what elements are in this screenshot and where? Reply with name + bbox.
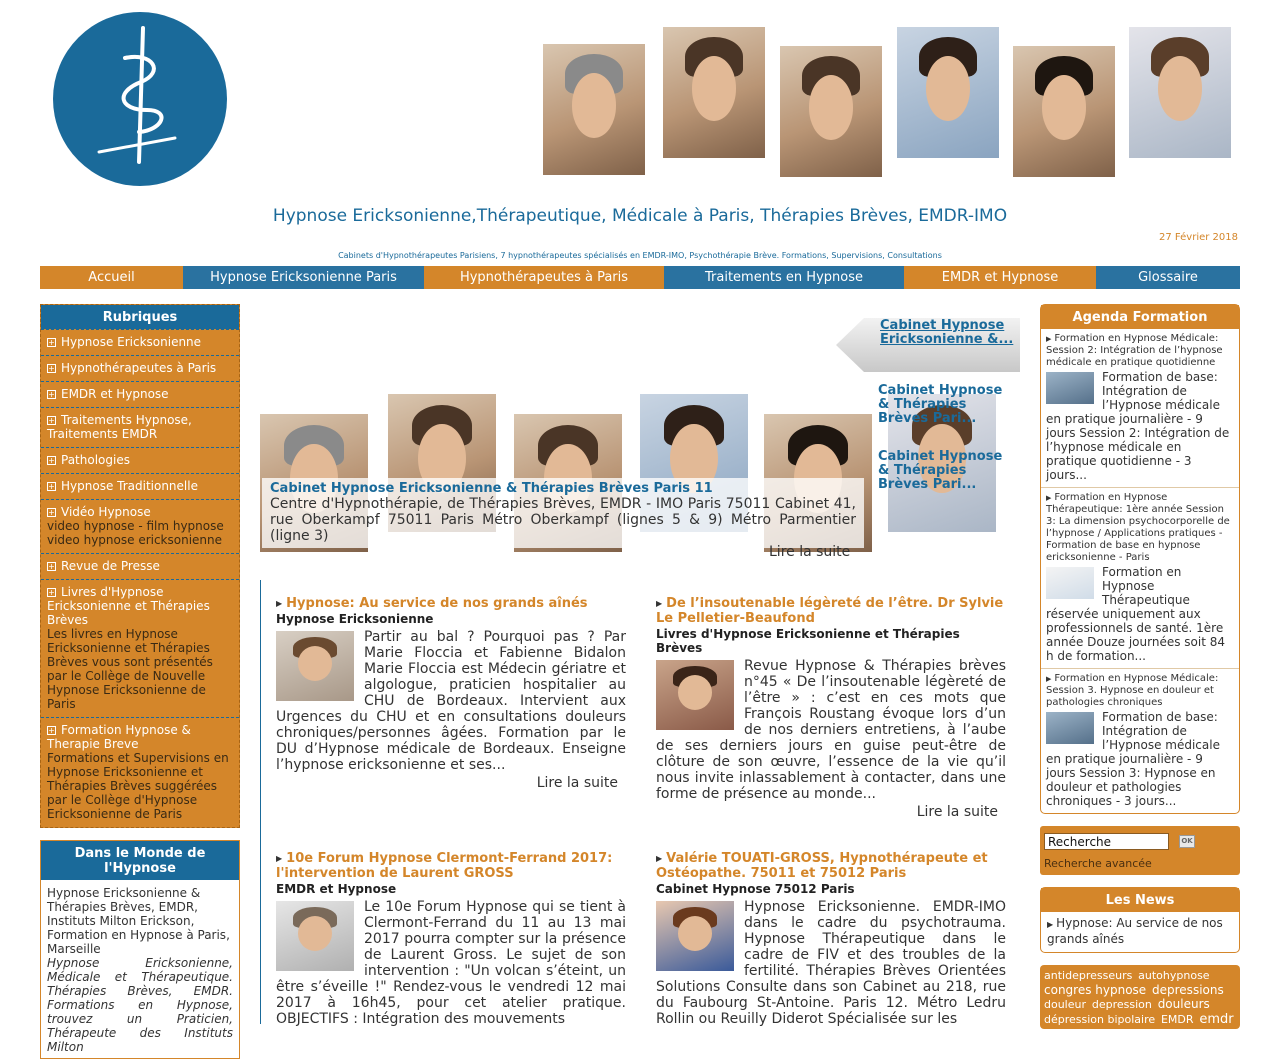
article-excerpt: Revue Hypnose & Thérapies brèves n°45 « De l’insoutenable légèreté de l’être » : c’est en ces mots que François Roustang évoque lors d’un de nos derniers entretiens, à l’aube de ses derniers jours en guise peut-être de clôture de son œuvre, l’essence de la vie qu’il nous invite inlassablement à contacter, dans une forme de présence au monde... bbox=[656, 658, 1006, 802]
agenda-item-body bbox=[1046, 565, 1234, 663]
advanced-search-link[interactable]: Recherche avancée bbox=[1044, 857, 1152, 870]
tag-link[interactable]: emdr bbox=[1199, 1012, 1234, 1027]
slider-tab-active[interactable] bbox=[836, 318, 1020, 372]
plus-icon: + bbox=[48, 390, 55, 399]
agenda-item-text: Formation de base: Intégration de l’Hypnose médicale en pratique journalière - 9 jours Session 2: Intégration de l’hypnose médicale en pratique quotidienne - 3 jours... bbox=[1046, 370, 1230, 482]
agenda-item-body bbox=[1046, 370, 1234, 482]
news-title: Les News bbox=[1041, 888, 1239, 912]
rubrique-label[interactable]: Traitements Hypnose, Traitements EMDR bbox=[47, 413, 192, 441]
nav-hypnose-ericksonienne-paris[interactable]: Hypnose Ericksonienne Paris bbox=[183, 266, 424, 289]
article-category[interactable]: Hypnose Ericksonienne bbox=[276, 612, 434, 626]
monde-hypnose-box bbox=[40, 840, 240, 1059]
agenda-item-title[interactable]: Formation en Hypnose Médicale: Session 2: Intégration de l’hypnose médicale en pratique quotidienne bbox=[1046, 333, 1223, 368]
monde-italic-text[interactable]: Hypnose Ericksonienne, Médicale et Thérapeutique. Thérapies Brèves, EMDR. Formations en Hypnose, trouvez un Praticien, Thérapeute des Instituts Milton bbox=[47, 956, 233, 1054]
article-category[interactable]: EMDR et Hypnose bbox=[276, 882, 397, 896]
agenda-thumbnail[interactable] bbox=[1046, 372, 1094, 404]
agenda-item-title-link[interactable] bbox=[1046, 492, 1234, 564]
plus-icon: + bbox=[48, 364, 55, 373]
agenda-item-title[interactable]: Formation en Hypnose Médicale: Session 3. Hypnose en douleur et pathologies chroniques bbox=[1046, 673, 1219, 708]
plus-icon: + bbox=[48, 508, 55, 517]
agenda-item-title-link[interactable] bbox=[1046, 333, 1234, 369]
article-thumbnail[interactable] bbox=[656, 660, 734, 730]
rubrique-hypnotherapeutes[interactable] bbox=[41, 355, 239, 381]
tag-link[interactable]: depressions bbox=[1152, 983, 1224, 997]
rubrique-hypnose-ericksonienne[interactable] bbox=[41, 329, 239, 355]
tag-link[interactable]: autohypnose bbox=[1138, 969, 1210, 982]
article-body bbox=[656, 658, 1006, 802]
rubrique-traitements[interactable] bbox=[41, 407, 239, 447]
nav-accueil[interactable]: Accueil bbox=[40, 266, 183, 289]
agenda-item bbox=[1041, 329, 1239, 488]
agenda-item-title-link[interactable] bbox=[1046, 673, 1234, 709]
article-title-link[interactable] bbox=[656, 596, 1006, 626]
site-logo[interactable] bbox=[53, 12, 227, 186]
rubrique-desc: Formations et Supervisions en Hypnose Ericksonienne et Thérapies Brèves suggérées par le Collège d'Hypnose Ericksonienne de Paris bbox=[47, 751, 229, 821]
agenda-item-text: Formation en Hypnose Thérapeutique réservée uniquement aux professionnels de santé. 1ère année Douze journées soit 84 h de formation... bbox=[1046, 565, 1225, 663]
site-header bbox=[40, 0, 1240, 200]
college-hypnose-logo[interactable] bbox=[1046, 567, 1094, 599]
slider-read-more[interactable]: Lire la suite bbox=[769, 544, 851, 560]
news-box bbox=[1040, 887, 1240, 953]
rubrique-emdr[interactable] bbox=[41, 381, 239, 407]
triangle-right-icon: ▶ bbox=[1046, 494, 1052, 502]
tag-link[interactable]: douleur bbox=[1044, 998, 1087, 1011]
agenda-item-title[interactable]: Formation en Hypnose Thérapeutique: 1ère année Session 3: La dimension psychocorporelle de l’hypnose / Applications pratiques - Formation de base en hypnose ericksonienne - Paris bbox=[1046, 492, 1230, 563]
rubrique-formation[interactable] bbox=[41, 717, 239, 827]
article-read-more[interactable]: Lire la suite bbox=[916, 804, 998, 820]
right-sidebar bbox=[1040, 304, 1240, 1029]
rubrique-label[interactable]: EMDR et Hypnose bbox=[61, 387, 169, 401]
article-card bbox=[276, 596, 626, 791]
triangle-right-icon: ▶ bbox=[1046, 675, 1052, 683]
agenda-box bbox=[1040, 304, 1240, 814]
article-thumbnail[interactable] bbox=[276, 901, 354, 971]
plus-icon: + bbox=[48, 416, 55, 425]
current-date: 27 Février 2018 bbox=[1159, 232, 1238, 243]
rubrique-label[interactable]: Formation Hypnose & Therapie Breve bbox=[47, 723, 191, 751]
slider-tab-2[interactable]: Cabinet Hypnose & Thérapies Brèves Pari... bbox=[878, 383, 1003, 426]
nav-traitements-hypnose[interactable]: Traitements en Hypnose bbox=[664, 266, 904, 289]
nav-hypnotherapeutes-paris[interactable]: Hypnothérapeutes à Paris bbox=[424, 266, 664, 289]
article-thumbnail[interactable] bbox=[656, 901, 734, 971]
site-subtitle: Cabinets d'Hypnothérapeutes Parisiens, 7 hypnothérapeutes spécialisés en EMDR-IMO, Psychothérapie Brève. Formations, Supervisions, Consultations bbox=[338, 251, 942, 260]
article-title[interactable]: De l’insoutenable légèreté de l’être. Dr Sylvie Le Pelletier-Beaufond bbox=[656, 596, 1004, 626]
article-body bbox=[656, 899, 1006, 1027]
search-ok-button[interactable]: OK bbox=[1179, 835, 1195, 848]
search-input[interactable] bbox=[1044, 833, 1169, 850]
rubrique-label[interactable]: Livres d'Hypnose Ericksonienne et Thérapies Brèves bbox=[47, 585, 210, 627]
caduceus-icon bbox=[53, 12, 227, 186]
plus-icon: + bbox=[48, 456, 55, 465]
rubrique-label[interactable]: Hypnothérapeutes à Paris bbox=[61, 361, 217, 375]
article-card bbox=[656, 851, 1006, 1027]
news-item[interactable] bbox=[1041, 912, 1239, 952]
agenda-item-text: Formation de base: Intégration de l’Hypnose médicale en pratique journalière - 9 jours Session 3: Hypnose en douleur et pathologies chroniques - 3 jours... bbox=[1046, 710, 1220, 808]
rubrique-label[interactable]: Pathologies bbox=[61, 453, 130, 467]
tag-link[interactable]: dépression bipolaire bbox=[1044, 1013, 1156, 1026]
rubriques-title: Rubriques bbox=[41, 305, 239, 329]
triangle-right-icon: ▶ bbox=[656, 599, 663, 608]
news-item-label[interactable]: Hypnose: Au service de nos grands aînés bbox=[1047, 916, 1223, 946]
nav-glossaire[interactable]: Glossaire bbox=[1096, 266, 1240, 289]
agenda-item bbox=[1041, 669, 1239, 813]
rubrique-desc: video hypnose - film hypnose video hypnose ericksonienne bbox=[47, 519, 224, 547]
article-thumbnail[interactable] bbox=[276, 631, 354, 701]
triangle-right-icon: ▶ bbox=[276, 599, 283, 608]
plus-icon: + bbox=[48, 482, 55, 491]
agenda-item bbox=[1041, 488, 1239, 669]
article-title-link[interactable] bbox=[276, 596, 626, 611]
article-excerpt: Hypnose Ericksonienne. EMDR-IMO dans le cadre du psychotrauma. Hypnose Thérapeutique dans le cadre de FIV et des troubles de la fertilité. Thérapies Brèves Orientées Solutions Consulte dans son Cabinet au 218, rue du Faubourg St-Antoine. Paris 12. Métro Ledru Rollin ou Reuilly Diderot Spécialisée sur les bbox=[656, 899, 1006, 1027]
search-box bbox=[1040, 826, 1240, 875]
rubrique-desc: Les livres en Hypnose Ericksonienne et Thérapies Brèves vous sont présentés par le Collège de Nouvelle Hypnose Ericksonienne de Paris bbox=[47, 627, 213, 711]
rubriques-box bbox=[40, 304, 240, 828]
header-photo-4 bbox=[897, 27, 999, 158]
rubrique-label[interactable]: Vidéo Hypnose bbox=[61, 505, 151, 519]
slider-caption-text: Centre d'Hypnothérapie, de Thérapies Brèves, EMDR - IMO Paris 75011 Cabinet 41, rue Oberkampf 75011 Paris Métro Oberkampf (lignes 5 & 9) Métro Parmentier (ligne 3) bbox=[270, 496, 856, 544]
slider-caption-title[interactable]: Cabinet Hypnose Ericksonienne & Thérapies Brèves Paris 11 bbox=[270, 481, 713, 496]
rubrique-label[interactable]: Hypnose Traditionnelle bbox=[61, 479, 198, 493]
left-sidebar bbox=[40, 304, 240, 1059]
tag-link[interactable]: antidepresseurs bbox=[1044, 969, 1133, 982]
plus-icon: + bbox=[48, 562, 55, 571]
rubrique-label[interactable]: Hypnose Ericksonienne bbox=[61, 335, 202, 349]
article-body bbox=[276, 629, 626, 773]
article-body bbox=[276, 899, 626, 1027]
monde-body bbox=[41, 880, 239, 1058]
rubrique-revue-presse[interactable] bbox=[41, 553, 239, 579]
article-title-link[interactable] bbox=[656, 851, 1006, 881]
tag-link[interactable]: douleurs bbox=[1157, 997, 1210, 1011]
agenda-item-body bbox=[1046, 710, 1234, 808]
header-photo-1 bbox=[543, 44, 645, 175]
content-divider bbox=[260, 580, 261, 1024]
plus-icon: + bbox=[48, 338, 55, 347]
main-nav bbox=[40, 266, 1240, 289]
header-photo-3 bbox=[780, 46, 882, 177]
article-title[interactable]: Hypnose: Au service de nos grands aînés bbox=[286, 596, 588, 611]
article-excerpt: Le 10e Forum Hypnose qui se tient à Clermont-Ferrand du 11 au 13 mai 2017 pourra compter sur la présence de Laurent Gross. Le sujet de son intervention : "Un volcan s’éteint, un être s’éveille !" Rendez-vous le vendredi 12 mai 2017 à 16h45, pour cet atelier pratique. OBJECTIFS : Intégration des mouvements bbox=[276, 899, 626, 1027]
header-photo-2 bbox=[663, 27, 765, 158]
agenda-thumbnail[interactable] bbox=[1046, 712, 1094, 744]
rubrique-video[interactable] bbox=[41, 499, 239, 553]
plus-icon: + bbox=[48, 726, 55, 735]
article-category[interactable]: Cabinet Hypnose 75012 Paris bbox=[656, 882, 855, 896]
triangle-right-icon: ▶ bbox=[276, 854, 283, 863]
header-photo-6 bbox=[1129, 27, 1231, 158]
article-title-link[interactable] bbox=[276, 851, 626, 881]
slider-tab-label[interactable]: Cabinet Hypnose Ericksonienne &... bbox=[880, 318, 1014, 347]
article-category[interactable]: Livres d'Hypnose Ericksonienne et Thérapies Brèves bbox=[656, 627, 960, 655]
header-photo-5 bbox=[1013, 46, 1115, 177]
triangle-right-icon: ▶ bbox=[1047, 920, 1054, 929]
slider-tab-3[interactable]: Cabinet Hypnose & Thérapies Brèves Pari... bbox=[878, 449, 1003, 492]
article-read-more[interactable]: Lire la suite bbox=[536, 775, 618, 791]
slider-caption bbox=[262, 478, 864, 548]
nav-emdr-hypnose[interactable]: EMDR et Hypnose bbox=[904, 266, 1096, 289]
triangle-right-icon: ▶ bbox=[1046, 335, 1052, 343]
monde-text: Hypnose Ericksonienne & Thérapies Brèves, EMDR, Instituts Milton Erickson, Formation en Hypnose à Paris, Marseille bbox=[47, 886, 230, 956]
article-excerpt: Partir au bal ? Pourquoi pas ? Par Marie Floccia et Fabienne Bidalon Marie Floccia est Médecin gériatre et algologue, praticien hospitalier au CHU de Bordeaux. Intervient aux Urgences du CHU et en consultations douleurs chroniques/personnes âgées. Formation par le DU d’Hypnose médicale de Bordeaux. Enseigne l’hypnose ericksonienne et ses... bbox=[276, 629, 626, 773]
monde-title: Dans le Monde de l'Hypnose bbox=[41, 841, 239, 880]
plus-icon: + bbox=[48, 588, 55, 597]
article-title[interactable]: 10e Forum Hypnose Clermont-Ferrand 2017: l'intervention de Laurent GROSS bbox=[276, 851, 613, 881]
rubrique-hypnose-traditionnelle[interactable] bbox=[41, 473, 239, 499]
rubrique-livres[interactable] bbox=[41, 579, 239, 717]
article-card bbox=[276, 851, 626, 1027]
rubrique-pathologies[interactable] bbox=[41, 447, 239, 473]
tag-cloud bbox=[1040, 965, 1240, 1029]
tag-link[interactable]: EMDR bbox=[1160, 1013, 1194, 1026]
agenda-title: Agenda Formation bbox=[1041, 305, 1239, 329]
article-card bbox=[656, 596, 1006, 820]
triangle-right-icon: ▶ bbox=[656, 854, 663, 863]
tag-link[interactable]: depression bbox=[1091, 998, 1152, 1011]
rubrique-label[interactable]: Revue de Presse bbox=[61, 559, 160, 573]
site-title: Hypnose Ericksonienne,Thérapeutique, Médicale à Paris, Thérapies Brèves, EMDR-IMO bbox=[272, 206, 1008, 226]
article-title[interactable]: Valérie TOUATI-GROSS, Hypnothérapeute et Ostéopathe. 75011 et 75012 Paris bbox=[656, 851, 988, 881]
tag-link[interactable]: congres hypnose bbox=[1044, 983, 1147, 997]
